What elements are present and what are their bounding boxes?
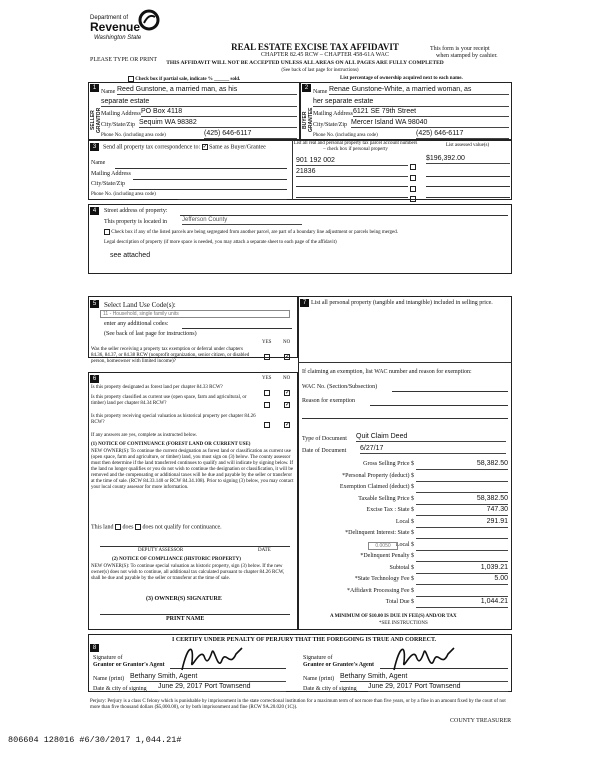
- buyer-phone-field[interactable]: (425) 646-6117: [416, 130, 509, 139]
- buyer-grantee-label: BUYER GRANTEE: [302, 107, 314, 133]
- money-row-label: Subtotal $: [389, 565, 414, 571]
- money-row-value[interactable]: [416, 472, 508, 482]
- partial-sale-label: Check box if partial sale, indicate % ______ sold.: [135, 77, 241, 83]
- does-not-checkbox[interactable]: [135, 524, 141, 530]
- money-row-label: *Delinquent Penalty $: [360, 553, 414, 559]
- doc-date-field[interactable]: 6/27/17: [360, 445, 506, 454]
- dept-line3: Washington State: [94, 35, 142, 41]
- seller-mailing-label: Mailing Address: [101, 111, 141, 117]
- grantor-date-field[interactable]: June 29, 2017 Port Townsend: [158, 683, 286, 692]
- money-row-value[interactable]: 5.00: [416, 575, 508, 585]
- current-use-yes-checkbox[interactable]: [264, 396, 270, 414]
- if-yes-note: If any answers are yes, complete as instructed below.: [91, 433, 198, 438]
- doc-type-label: Type of Document: [302, 436, 347, 442]
- money-row-value[interactable]: 58,382.50: [416, 495, 508, 505]
- legal-description-field[interactable]: see attached: [110, 252, 151, 259]
- buyer-name-field[interactable]: Renae Gunstone-White, a married woman, as: [329, 86, 509, 95]
- historical-yes-checkbox[interactable]: [264, 416, 270, 434]
- s7-divider-1: [298, 362, 512, 363]
- does-checkbox[interactable]: [115, 524, 121, 530]
- personal-property-label: List all personal property (tangible and intangible) included in selling price.: [311, 300, 493, 306]
- exemption-question: Was the seller receiving a property tax exemption or deferral under chapters 84.36, 84.37, or 84.38 RCW (nonprofit organization, senior citizen, or disabled person, homeowner with limited income)?: [91, 347, 250, 364]
- money-row-value[interactable]: [416, 541, 508, 551]
- receipt-note-2: when stamped by cashier.: [436, 53, 498, 59]
- grantee-agent-label: Grantee or Grantee's Agent: [303, 662, 375, 668]
- s5-yes-header: YES: [262, 340, 272, 345]
- land-use-label: Select Land Use Code(s):: [104, 301, 176, 309]
- deputy-date-label: DATE: [258, 548, 271, 553]
- s3-city-label: City/State/Zip: [91, 181, 125, 187]
- s6-yes-header: YES: [262, 376, 272, 381]
- exempt-no-checkbox[interactable]: ✓: [285, 354, 291, 361]
- dor-logo-icon: [138, 9, 160, 31]
- wac-label: WAC No. (Section/Subsection): [302, 384, 378, 390]
- s3-name-label: Name: [91, 160, 106, 166]
- money-row-label: *Affidavit Processing Fee $: [346, 588, 414, 594]
- money-row-label: *Personal Property (deduct) $: [342, 473, 414, 479]
- assessed-2-line: [426, 176, 510, 177]
- buyer-name-line2[interactable]: her separate estate: [313, 98, 509, 107]
- certify-statement: I CERTIFY UNDER PENALTY OF PERJURY THAT THE FOREGOING IS TRUE AND CORRECT.: [172, 637, 437, 643]
- exempt-yes-checkbox[interactable]: [264, 348, 270, 366]
- same-as-buyer-checkbox[interactable]: ✓: [202, 144, 208, 150]
- seller-city-label: City/State/Zip: [101, 122, 135, 128]
- section-3-divider: [292, 140, 293, 200]
- segregated-row: [104, 229, 509, 236]
- same-as-buyer-label: Same as Buyer/Grantee: [209, 144, 266, 151]
- seller-city-field[interactable]: Sequim WA 98382: [139, 119, 297, 128]
- seller-name-label: Name: [101, 89, 116, 95]
- forest-no-checkbox[interactable]: ✓: [285, 390, 291, 397]
- assessed-3-line: [426, 186, 510, 187]
- seller-name-line2[interactable]: separate estate: [101, 98, 297, 107]
- current-use-question: Is this property classified as current use (open space, farm and agricultural, or timber) land per chapter 84.34 RCW?: [91, 395, 247, 406]
- grantor-agent-label: Grantor or Grantor's Agent: [93, 662, 165, 668]
- money-row-value[interactable]: 747.30: [416, 506, 508, 516]
- doc-type-field[interactable]: Quit Claim Deed: [356, 433, 506, 442]
- print-name-label: PRINT NAME: [166, 616, 205, 622]
- parcel-1-field[interactable]: 901 192 002: [296, 157, 408, 166]
- money-row-label: Excise Tax : State $: [366, 507, 414, 513]
- reason-line: [370, 405, 508, 406]
- s6-no-header: NO: [283, 376, 291, 381]
- seller-phone-label: Phone No. (including area code): [101, 133, 166, 138]
- owner-signature-label: (3) OWNER(S) SIGNATURE: [146, 596, 222, 602]
- continuance-title: (1) NOTICE OF CONTINUANCE (FOREST LAND OR CURRENT USE): [91, 442, 251, 447]
- not-accepted-notice: THIS AFFIDAVIT WILL NOT BE ACCEPTED UNLESS ALL AREAS ON ALL PAGES ARE FULLY COMPLETED: [166, 60, 444, 66]
- grantor-date-label: Date & city of signing: [93, 686, 147, 692]
- section-5-number: 5: [90, 300, 99, 308]
- dor-logo: [90, 9, 160, 49]
- section-6-number: 6: [90, 375, 99, 383]
- seller-phone-field[interactable]: (425) 646-6117: [204, 130, 297, 139]
- forest-land-question: Is this property designated as forest land per chapter 84.33 RCW?: [91, 385, 223, 390]
- seller-grantor-label: SELLER GRANTOR: [90, 107, 102, 133]
- section-1-number: 1: [90, 84, 99, 92]
- buyer-mailing-field[interactable]: 6121 SE 79th Street: [353, 108, 509, 117]
- located-in-label: This property is located in: [104, 219, 167, 225]
- money-row-value[interactable]: 58,382.50: [416, 460, 508, 470]
- land-use-select[interactable]: 11 - Household, single family units: [100, 310, 290, 318]
- owner-signature-line: [100, 614, 290, 615]
- page-title: REAL ESTATE EXCISE TAX AFFIDAVIT: [231, 42, 399, 52]
- legal-description-label: Legal description of property (if more space is needed, you may attach a separate sheet to each page of the affidavit): [104, 240, 337, 245]
- money-row-value[interactable]: [416, 529, 508, 539]
- does-not-label: does not qualify for continuance.: [142, 524, 222, 531]
- money-row-label: Total Due $: [385, 599, 414, 605]
- parcel-3-line: [296, 186, 408, 187]
- reason-label: Reason for exemption: [302, 398, 355, 404]
- buyer-name-label: Name: [313, 89, 328, 95]
- section-2-number: 2: [302, 84, 311, 92]
- money-row-label: Local $: [395, 542, 414, 548]
- doc-date-label: Date of Document: [302, 448, 347, 454]
- additional-codes-line: [182, 328, 292, 329]
- money-row-label: *State Technology Fee $: [354, 576, 414, 582]
- wac-intro: If claiming an exemption, list WAC number and reason for exemption:: [302, 369, 472, 375]
- buyer-mailing-label: Mailing Address: [313, 111, 353, 117]
- grantor-sig-label: Signature of: [93, 655, 123, 661]
- deputy-line: [100, 546, 290, 547]
- money-row-label: Local $: [395, 519, 414, 525]
- money-row-label: Exemption Claimed (deduct) $: [339, 484, 414, 490]
- money-row-label: *Delinquent Interest: State $: [345, 530, 414, 536]
- assessed-4-line: [426, 197, 510, 198]
- see-instructions-note: *SEE INSTRUCTIONS: [379, 621, 428, 626]
- grantee-name-field[interactable]: Bethany Smith, Agent: [340, 673, 508, 682]
- buyer-city-label: City/State/Zip: [313, 122, 347, 128]
- historical-question: Is this property receiving special valuation as historical property per chapter 84.26 RCW?: [91, 414, 256, 425]
- section-7-number: 7: [300, 299, 309, 307]
- receipt-note-1: This form is your receipt: [430, 46, 490, 52]
- historical-no-checkbox[interactable]: ✓: [285, 422, 291, 429]
- grantee-sig-label: Signature of: [303, 655, 333, 661]
- grantee-date-label: Date & city of signing: [303, 686, 357, 692]
- grantee-signature[interactable]: [390, 642, 460, 674]
- deputy-assessor-label: DEPUTY ASSESSOR: [138, 548, 184, 553]
- this-land-label: This land: [91, 524, 114, 531]
- local-rate-field[interactable]: 0.0050: [368, 542, 398, 550]
- street-address-line: [180, 215, 508, 216]
- street-address-label: Street address of property:: [104, 208, 168, 214]
- seller-mailing-field[interactable]: PO Box 4118: [141, 108, 297, 117]
- perjury-notice: Perjury: Perjury is a class C felony which is punishable by imprisonment in the state correctional institution for a maximum term of not more than five years, or by a fine in an amount fixed by the court of not more than five thousand dollars ($5,000.00), or by both imprisonment and fine (RCW 9A.20.020 (1C)).: [90, 699, 506, 710]
- grantee-date-field[interactable]: June 29, 2017 Port Townsend: [368, 683, 508, 692]
- county-field[interactable]: Jefferson County: [182, 217, 302, 225]
- compliance-body: NEW OWNER(S): To continue special valuation as historic property, sign (3) below. If the new owner(s) does not wish to continue, all additional tax calculated pursuant to chapter 84.26 RCW, shall be due and payable by the seller or transferor at the time of sale.: [91, 564, 285, 581]
- buyer-phone-label: Phone No. (including area code): [313, 133, 378, 138]
- grantor-name-field[interactable]: Bethany Smith, Agent: [130, 673, 286, 682]
- money-row-value[interactable]: 291.91: [416, 518, 508, 528]
- s3-phone-line: [178, 199, 287, 200]
- seller-name-field[interactable]: Reed Gunstone, a married man, as his: [117, 86, 297, 95]
- correspondence-row: [103, 144, 266, 151]
- section-3-number: 3: [90, 143, 99, 151]
- money-row-label: Taxable Selling Price $: [358, 496, 414, 502]
- segregated-label: Check box if any of the listed parcels are being segregated from another parcel, are part of a boundary line adjustment or parcels being merged.: [111, 230, 398, 236]
- assessed-header: List assessed value(s): [445, 143, 490, 148]
- money-row-value[interactable]: 1,039.21: [416, 564, 508, 574]
- please-type: PLEASE TYPE OR PRINT: [90, 57, 158, 63]
- grantor-name-label: Name (print): [93, 676, 125, 682]
- section-4-number: 4: [90, 207, 99, 215]
- compliance-title: (2) NOTICE OF COMPLIANCE (HISTORIC PROPERTY): [112, 557, 241, 562]
- assessed-1-field[interactable]: $196,392.00: [426, 155, 510, 164]
- see-back-instructions: (See back of last page for instructions): [281, 68, 359, 73]
- money-row-label: Gross Selling Price $: [363, 461, 414, 467]
- money-row-value[interactable]: 1,044.21: [416, 598, 508, 608]
- segregated-checkbox[interactable]: [104, 229, 110, 235]
- parcel-2-field[interactable]: 21836: [296, 168, 408, 177]
- county-treasurer-label: COUNTY TREASURER: [450, 718, 512, 724]
- money-row-value[interactable]: [416, 552, 508, 562]
- s5-no-header: NO: [283, 340, 291, 345]
- grantor-signature[interactable]: [178, 642, 248, 674]
- dept-line1: Department of: [90, 15, 129, 21]
- chapter-line: CHAPTER 82.45 RCW – CHAPTER 458-61A WAC: [261, 52, 389, 58]
- reason-line-2: [302, 418, 508, 419]
- list-percentage-note: List percentage of ownership acquired next to each name.: [340, 76, 463, 81]
- parcel-header: List all real and personal property tax parcel account numbers – check box if personal property: [293, 141, 418, 152]
- minimum-note: A MINIMUM OF $10.00 IS DUE IN FEE(S) AND/OR TAX: [330, 614, 457, 619]
- s5-see-back: (See back of last page for instructions): [104, 331, 197, 337]
- s3-phone-label: Phone No. (including area code): [91, 192, 156, 197]
- cashier-stamp: 806604 128016 #6/30/2017 1,044.21#: [8, 735, 182, 745]
- continuance-row: [91, 524, 222, 531]
- section-8-number: 8: [90, 644, 99, 652]
- continuance-body: NEW OWNER(S): To continue the current designation as forest land or classification as current use (open space, farm and agriculture, or timber) land, you must sign on (3) below. The county assessor must then determine if the land transferred continues to qualify and will indicate by signing below. If the land no longer qualifies or you do not wish to continue the designation or classification, it will be removed and the compensating or additional taxes will be due and payable by the seller or transferor at the time of sale. (RCW 84.33.140 or RCW 84.34.108). Prior to signing (3) below, you may contact your local county assessor for more information.: [91, 449, 294, 490]
- dept-line2: Revenue: [90, 20, 141, 34]
- wac-line: [392, 391, 508, 392]
- s3-city-line: [129, 189, 287, 190]
- additional-codes-label: enter any additional codes:: [104, 321, 169, 327]
- parcel-4-line: [296, 197, 408, 198]
- s3-name-line: [115, 168, 287, 169]
- buyer-city-field[interactable]: Mercer Island WA 98040: [351, 119, 509, 128]
- s3-mailing-line: [133, 179, 287, 180]
- grantee-name-label: Name (print): [303, 676, 335, 682]
- does-label: does: [122, 524, 134, 531]
- money-row-value[interactable]: [416, 483, 508, 493]
- correspondence-label: Send all property tax correspondence to:: [103, 144, 201, 151]
- s3-mailing-label: Mailing Address: [91, 171, 131, 177]
- current-use-no-checkbox[interactable]: ✓: [285, 402, 291, 409]
- money-row-value[interactable]: [416, 587, 508, 597]
